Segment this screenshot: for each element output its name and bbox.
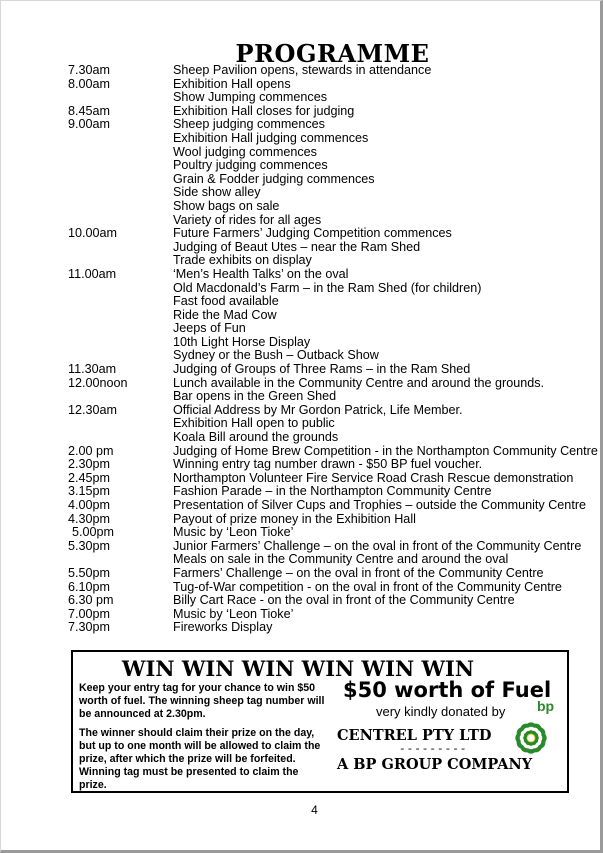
schedule-event: Grain & Fodder judging commences	[173, 171, 375, 186]
schedule-event: Side show alley	[173, 185, 261, 200]
schedule-time: 9.00am	[68, 117, 111, 132]
bp-helios-logo-icon	[511, 718, 551, 758]
schedule-events	[173, 227, 588, 268]
schedule-event: Winning entry tag number drawn - $50 BP fuel voucher.	[173, 457, 483, 472]
schedule-entry	[68, 526, 588, 540]
schedule-events	[173, 377, 588, 404]
schedule-entry	[68, 443, 598, 459]
sponsor-divider: ---------	[399, 744, 468, 756]
schedule-event: Fast food available	[173, 294, 279, 309]
schedule-events	[173, 404, 588, 445]
schedule-event: Ride the Mad Cow	[173, 307, 277, 322]
schedule-events	[173, 472, 588, 486]
bp-wordmark: bp	[537, 698, 555, 714]
schedule-time: 2.45pm	[68, 470, 111, 485]
schedule-entry	[68, 78, 588, 105]
schedule-time: 5.50pm	[68, 565, 111, 580]
schedule-event: Judging of Home Brew Competition - in the Northampton Community Centre	[173, 443, 598, 458]
schedule-time: 6.10pm	[68, 579, 111, 594]
schedule-entry	[68, 64, 588, 78]
schedule-events	[173, 540, 588, 567]
schedule-event: Exhibition Hall judging commences	[173, 130, 369, 145]
schedule-events	[173, 499, 588, 513]
schedule-events	[173, 64, 588, 78]
schedule-time: 11.00am	[68, 266, 117, 281]
schedule-time: 4.00pm	[68, 498, 111, 512]
schedule-event: Jeeps of Fun	[173, 321, 246, 336]
schedule-event: Future Farmers’ Judging Competition commences	[173, 226, 452, 241]
schedule-events	[173, 485, 588, 499]
schedule-events	[173, 594, 588, 608]
schedule-entry	[68, 581, 588, 595]
schedule-entry	[68, 363, 588, 377]
page-number: 4	[311, 803, 318, 817]
schedule-event: Sheep judging commences	[173, 117, 325, 132]
schedule-time: 6.30 pm	[68, 593, 114, 608]
schedule-time: 3.15pm	[68, 484, 111, 499]
schedule-event: Lunch available in the Community Centre and around the grounds.	[173, 375, 545, 390]
schedule-event: Wool judging commences	[173, 144, 317, 159]
schedule-time: 10.00am	[68, 226, 118, 241]
schedule-event: Music by ‘Leon Tioke’	[173, 606, 294, 621]
schedule-event: Judging of Beaut Utes – near the Ram Shed	[173, 239, 421, 254]
schedule-entry	[68, 608, 588, 622]
schedule-event: Judging of Groups of Three Rams – in the Ram Shed	[173, 362, 471, 377]
schedule-time: 4.30pm	[68, 511, 111, 526]
schedule-event: Exhibition Hall opens	[173, 76, 291, 91]
schedule-event: Junior Farmers’ Challenge – on the oval in front of the Community Centre	[173, 538, 582, 553]
sponsor-group-text: A BP GROUP COMPANY	[337, 756, 533, 773]
schedule-entry	[68, 268, 588, 363]
schedule-event: Sheep Pavilion opens, stewards in attendance	[173, 63, 432, 77]
schedule-event: Show Jumping commences	[173, 90, 327, 105]
schedule-entry	[68, 105, 588, 119]
promo-paragraph-claim: The winner should claim their prize on the day, but up to one month will be allowed to claim the prize, after which the prize will be forfeited. Winning tag must be presented to claim the prize.	[79, 727, 321, 791]
schedule-entry	[68, 499, 588, 513]
schedule-events	[173, 78, 588, 105]
schedule-event: Music by ‘Leon Tioke’	[173, 525, 294, 540]
schedule-event: Koala Bill around the grounds	[173, 430, 339, 445]
sponsor-company-name: CENTREL PTY LTD	[337, 727, 492, 744]
schedule-entry	[68, 377, 588, 404]
schedule-event: Tug-of-War competition - on the oval in front of the Community Centre	[173, 579, 562, 594]
schedule-events	[173, 567, 588, 581]
schedule-events	[173, 363, 588, 377]
schedule-entry	[68, 621, 588, 635]
donated-by-text: very kindly donated by	[376, 704, 506, 719]
schedule-entry	[68, 485, 588, 499]
schedule-events	[173, 105, 588, 119]
schedule-events	[173, 526, 588, 540]
schedule-events	[173, 268, 588, 363]
schedule-time: 8.45am	[68, 103, 111, 118]
promo-text	[79, 682, 329, 798]
schedule-event: Fireworks Display	[173, 620, 273, 635]
schedule-event: 10th Light Horse Display	[173, 334, 311, 349]
schedule-event: Farmers’ Challenge – on the oval in front of the Community Centre	[173, 565, 544, 580]
fuel-promo-box	[71, 650, 569, 793]
schedule-events	[173, 458, 588, 472]
schedule-time: 7.00pm	[68, 606, 111, 621]
schedule-entry	[68, 404, 588, 445]
schedule-event: Official Address by Mr Gordon Patrick, Life Member.	[173, 402, 463, 417]
schedule-time: 8.00am	[68, 76, 111, 91]
schedule-events	[173, 621, 588, 635]
page-title: PROGRAMME	[235, 39, 430, 68]
schedule-entry	[68, 513, 588, 527]
schedule-entry	[68, 540, 588, 567]
schedule-time: 5.00pm	[72, 525, 115, 540]
schedule-entry	[68, 594, 588, 608]
schedule-event: Variety of rides for all ages	[173, 212, 322, 227]
schedule-time: 11.30am	[68, 362, 117, 377]
schedule-time: 7.30pm	[68, 620, 111, 635]
schedule-entry	[68, 472, 588, 486]
schedule-event: Poultry judging commences	[173, 158, 328, 173]
schedule-time: 5.30pm	[68, 538, 111, 553]
promo-paragraph-entry-tag: Keep your entry tag for your chance to win $50 worth of fuel. The winning sheep tag number will be announced at 2.30pm.	[79, 682, 325, 720]
schedule-time: 7.30am	[68, 63, 111, 77]
schedule-event: Meals on sale in the Community Centre and around the oval	[173, 552, 509, 567]
schedule-event: Sydney or the Bush – Outback Show	[173, 348, 379, 363]
schedule-time: 12.30am	[68, 402, 118, 417]
schedule-event: Old Macdonald’s Farm – in the Ram Shed (for children)	[173, 280, 482, 295]
schedule-event: Show bags on sale	[173, 198, 280, 213]
schedule-event: Exhibition Hall open to public	[173, 416, 335, 431]
schedule-event: Northampton Volunteer Fire Service Road Crash Rescue demonstration	[173, 470, 574, 485]
schedule-event: Fashion Parade – in the Northampton Community Centre	[173, 484, 492, 499]
schedule-entry	[68, 227, 588, 268]
schedule-events	[173, 581, 588, 595]
fuel-prize-heading: $50 worth of Fuel	[343, 678, 552, 702]
promo-headline: WIN WIN WIN WIN WIN WIN	[121, 656, 475, 681]
schedule-time: 12.00noon	[68, 375, 128, 390]
schedule-time: 2.30pm	[68, 457, 111, 472]
schedule-entry	[68, 567, 588, 581]
schedule-event: Trade exhibits on display	[173, 253, 312, 268]
schedule-events	[173, 118, 588, 227]
schedule-event: Billy Cart Race - on the oval in front of the Community Centre	[173, 593, 515, 608]
schedule-events	[173, 513, 588, 527]
schedule-time: 2.00 pm	[68, 443, 114, 458]
programme-schedule	[68, 63, 598, 635]
schedule-events	[173, 445, 598, 459]
schedule-event: Payout of prize money in the Exhibition Hall	[173, 511, 416, 526]
schedule-event: Bar opens in the Green Shed	[173, 389, 337, 404]
schedule-entry	[68, 458, 588, 472]
schedule-events	[173, 608, 588, 622]
schedule-entry	[68, 118, 588, 227]
schedule-event: Exhibition Hall closes for judging	[173, 103, 355, 118]
schedule-event: ‘Men’s Health Talks’ on the oval	[173, 266, 349, 281]
schedule-event: Presentation of Silver Cups and Trophies – outside the Community Centre	[173, 498, 587, 512]
